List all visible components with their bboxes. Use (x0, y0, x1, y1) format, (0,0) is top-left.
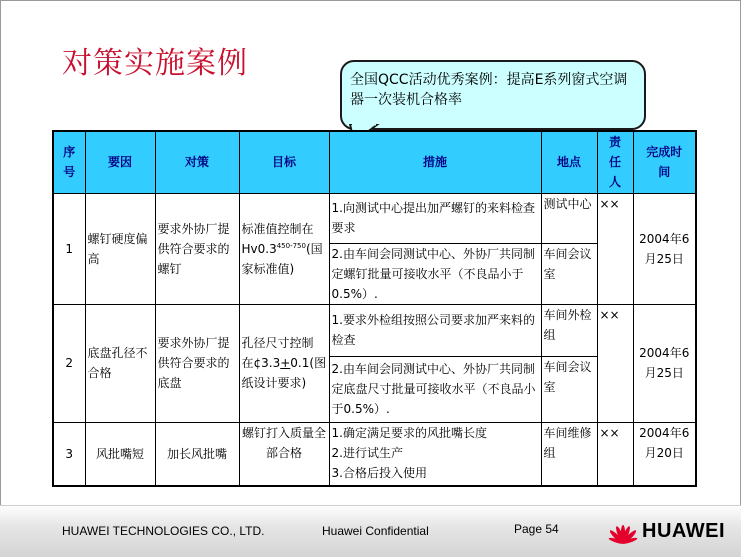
row3-actions (329, 422, 541, 486)
table-row (53, 193, 696, 243)
row3-action-2: 2.进行试生产 (331, 445, 403, 460)
row2-target-pm: + (280, 356, 291, 370)
row3-date: 2004年6月20日 (633, 422, 696, 486)
footer-confidential: Huawei Confidential (322, 524, 429, 538)
row1-target-pre: 标准值控制在Hv0.3 (241, 221, 314, 256)
row2-place-2: 车间会议室 (541, 356, 597, 422)
table-header-row (53, 131, 696, 193)
row2-cause: 底盘孔径不合格 (85, 304, 155, 422)
huawei-logo-icon (604, 514, 642, 544)
countermeasure-table (52, 130, 697, 487)
row1-no: 1 (53, 193, 85, 304)
row3-target: 螺钉打入质量全部合格 (239, 422, 329, 486)
header-cause: 要因 (85, 131, 155, 193)
row3-measure: 加长风批嘴 (155, 422, 239, 486)
callout-text: 全国QCC活动优秀案例：提高E系列窗式空调器一次装机合格率 (350, 72, 628, 108)
header-place: 地点 (541, 131, 597, 193)
row1-measure: 要求外协厂提供符合要求的螺钉 (155, 193, 239, 304)
footer-company: HUAWEI TECHNOLOGIES CO., LTD. (62, 524, 265, 538)
row3-action-3: 3.合格后投入使用 (331, 465, 427, 480)
row3-no: 3 (53, 422, 85, 486)
row2-target-post: 0.1(图纸设计要求) (241, 356, 327, 390)
table-row (53, 422, 696, 486)
row1-date: 2004年6月25日 (633, 193, 696, 304)
header-date (633, 131, 696, 193)
row1-cause: 螺钉硬度偏高 (85, 193, 155, 304)
header-action: 措施 (329, 131, 541, 193)
row1-target (239, 193, 329, 304)
table-row (53, 304, 696, 356)
row3-action-1: 1.确定满足要求的风批嘴长度 (331, 425, 487, 440)
row2-action-2: 2.由车间会同测试中心、外协厂共同制定底盘尺寸批量可接收水平（不良品小于0.5%）. (329, 356, 541, 422)
row2-date: 2004年6月25日 (633, 304, 696, 422)
row2-owner: ×× (597, 304, 633, 422)
row2-target-pre: 孔径尺寸控制在¢3.3 (241, 336, 314, 370)
row2-action-1: 1.要求外检组按照公司要求加严来料的检查 (329, 304, 541, 356)
row1-owner: ×× (597, 193, 633, 304)
row3-cause: 风批嘴短 (85, 422, 155, 486)
row2-no: 2 (53, 304, 85, 422)
header-date-text: 完成时间 (646, 145, 683, 180)
header-owner (597, 131, 633, 193)
footer-page-number: Page 54 (514, 522, 559, 536)
row3-owner: ×× (597, 422, 633, 486)
slide-title: 对策实施案例 (62, 46, 248, 81)
row1-target-sup: 450-750 (276, 241, 306, 250)
row2-place-1: 车间外检组 (541, 304, 597, 356)
header-owner-text: 责任人 (608, 135, 621, 190)
footer-brand: HUAWEI (642, 520, 725, 542)
header-measure: 对策 (155, 131, 239, 193)
row2-target (239, 304, 329, 422)
row1-action-2: 2.由车间会同测试中心、外协厂共同制定螺钉批量可接收水平（不良品小于0.5%）. (329, 243, 541, 304)
row1-target-post: (国家标准值) (241, 241, 323, 276)
row3-place: 车间维修组 (541, 422, 597, 486)
header-no-text: 序号 (63, 145, 76, 180)
row2-measure: 要求外协厂提供符合要求的底盘 (155, 304, 239, 422)
header-target: 目标 (239, 131, 329, 193)
row1-place-1: 测试中心 (541, 193, 597, 243)
header-no (53, 131, 85, 193)
footer-divider (0, 505, 741, 506)
row1-action-1: 1.向测试中心提出加严螺钉的来料检查要求 (329, 193, 541, 243)
row1-place-2: 车间会议室 (541, 243, 597, 304)
